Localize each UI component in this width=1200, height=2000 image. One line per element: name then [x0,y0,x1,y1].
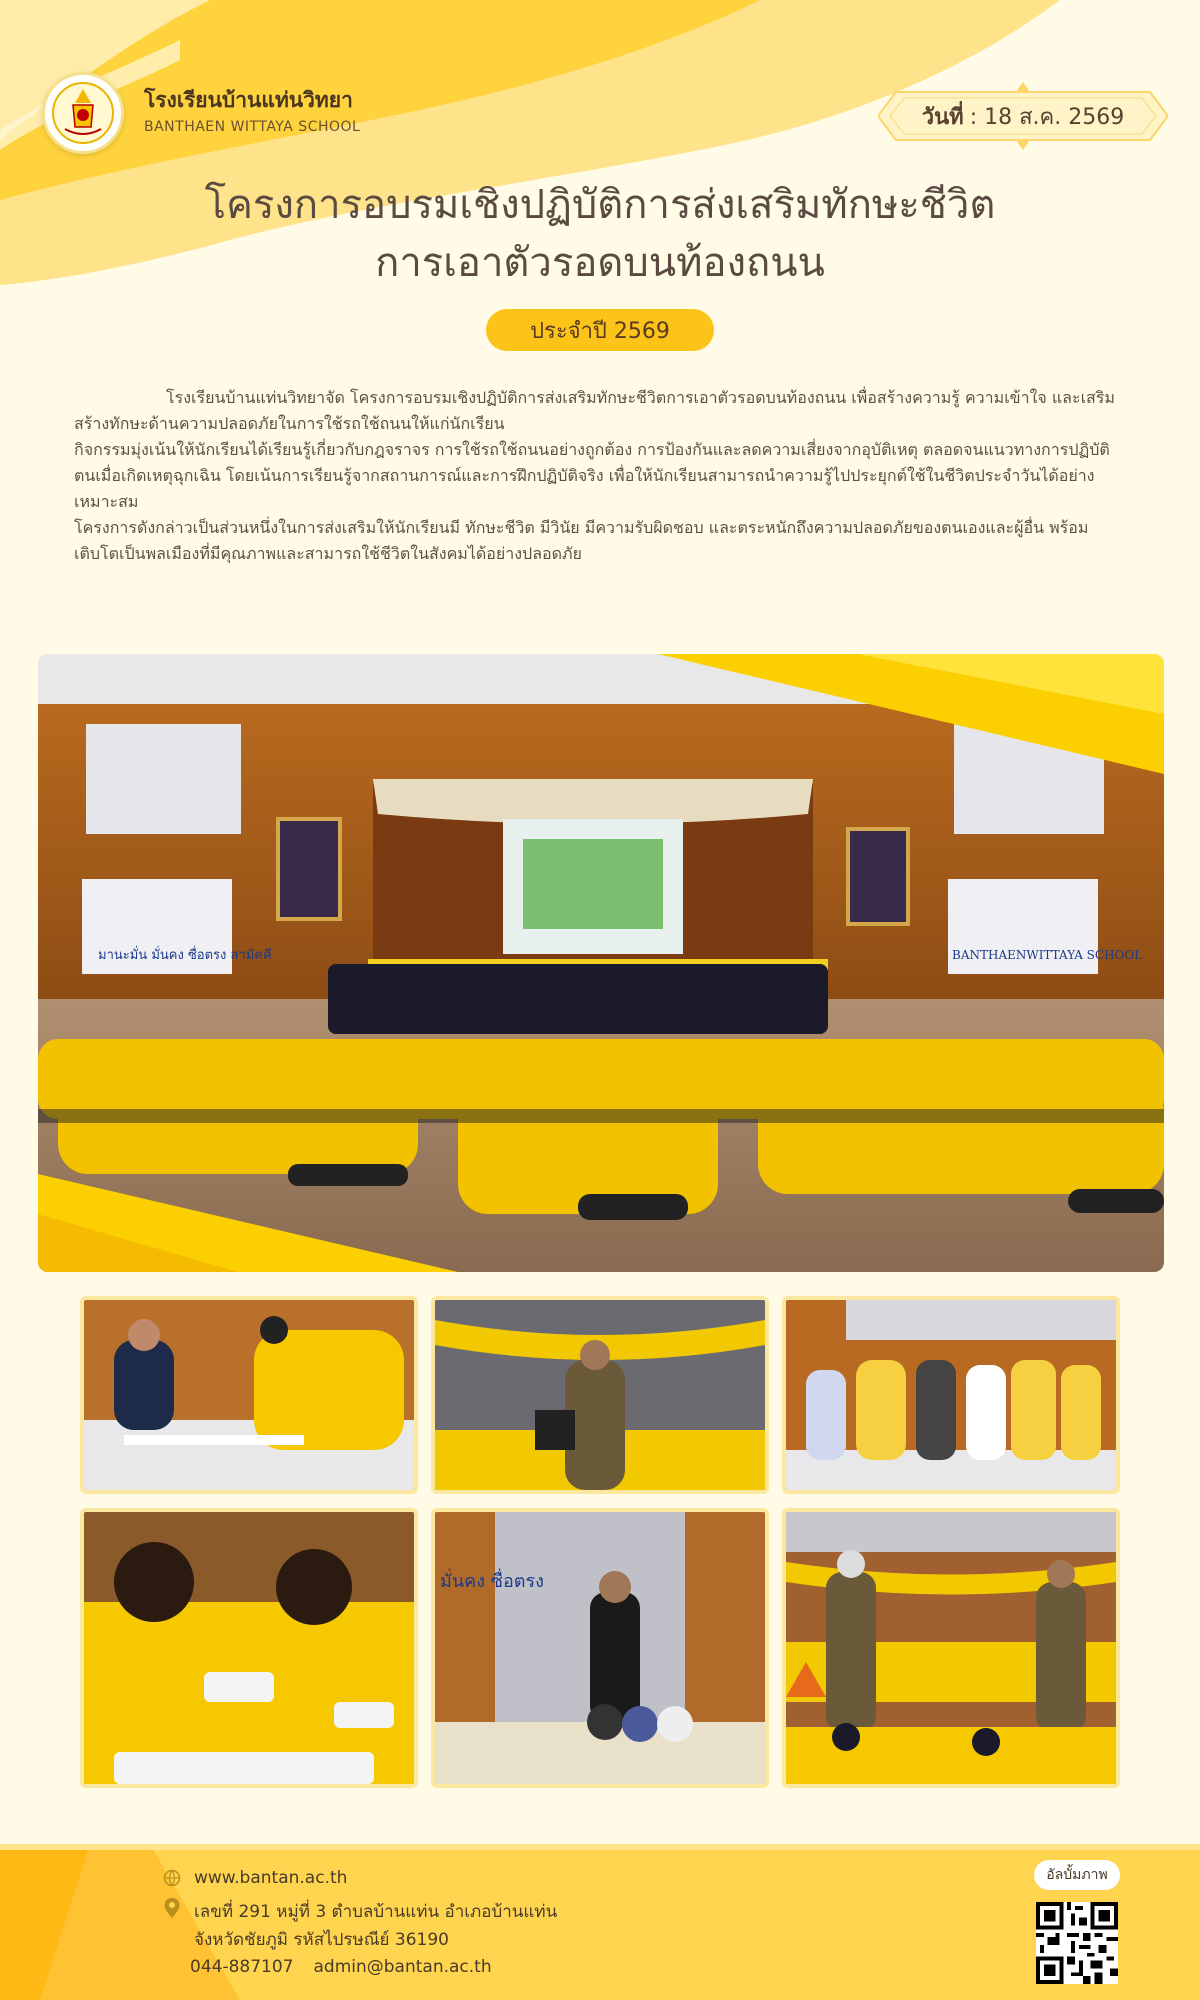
wall-banner-right: BANTHAENWITTAYA SCHOOL [952,948,1143,962]
location-pin-icon [162,1898,182,1918]
footer-address-row [162,1898,557,1954]
photo-thumb-teachers-group [782,1296,1120,1494]
photo-thumb-police-demo [782,1508,1120,1788]
album-qr-code[interactable] [1036,1902,1118,1984]
photo-thumb-registration [80,1296,418,1494]
main-group-photo [38,654,1164,1272]
date-label: วันที่ [921,104,964,130]
globe-icon [162,1868,182,1888]
wall-banner-left: มานะมั่น มั่นคง ซื่อตรง สามัคคี [98,948,272,963]
page-title-line-2: การเอาตัวรอดบนท้องถนน [375,240,825,286]
footer-website[interactable]: www.bantan.ac.th [194,1868,348,1888]
school-name-thai: โรงเรียนบ้านแท่นวิทยา [144,88,353,112]
qr-album-label: อัลบั้มภาพ [1034,1860,1120,1890]
photo-thumb-officer-speaking [431,1296,769,1494]
thumb-wall-banner: มั่นคง ซื่อตรง [440,1571,544,1592]
body-paragraph-3: โครงการดังกล่าวเป็นส่วนหนึ่งในการส่งเสริมให้นักเรียนมี ทักษะชีวิต มีวินัย มีความรับผิดชอบ และตระหนักถึงความปลอดภัยของตนเองและผู้อื่น พร้อมเติบโตเป็นพลเมืองที่มีคุณภาพและสามารถใช้ชีวิตในสังคมได้อย่างปลอดภัย [74,518,1089,563]
school-name-english: BANTHAEN WITTAYA SCHOOL [144,119,361,135]
footer-address-line-2: จังหวัดชัยภูมิ รหัสไปรษณีย์ 36190 [194,1930,449,1950]
photo-thumb-students-lunch [80,1508,418,1788]
year-badge: ประจำปี 2569 [486,309,714,351]
footer-phone[interactable]: 044-887107 [190,1957,294,1977]
footer-contact-row [190,1957,492,1977]
footer-email[interactable]: admin@bantan.ac.th [313,1957,492,1977]
article-body [74,385,1124,567]
photo-thumb-speaker-suit [431,1508,769,1788]
school-logo [42,72,124,154]
date-badge [878,82,1168,150]
body-paragraph-1: โรงเรียนบ้านแท่นวิทยาจัด โครงการอบรมเชิงปฏิบัติการส่งเสริมทักษะชีวิตการเอาตัวรอดบนท้องถนน เพื่อสร้างความรู้ ความเข้าใจ และเสริมสร้างทักษะด้านความปลอดภัยในการใช้รถใช้ถนนให้แก่นักเรียน [74,388,1115,433]
page-title-line-1: โครงการอบรมเชิงปฏิบัติการส่งเสริมทักษะชีวิต [204,182,996,228]
date-value: : 18 ส.ค. 2569 [969,104,1125,130]
body-paragraph-2: กิจกรรมมุ่งเน้นให้นักเรียนได้เรียนรู้เกี่ยวกับกฎจราจร การใช้รถใช้ถนนอย่างถูกต้อง การป้องกันและลดความเสี่ยงจากอุบัติเหตุ ตลอดจนแนวทางการปฏิบัติตนเมื่อเกิดเหตุฉุกเฉิน โดยเน้นการเรียนรู้จากสถานการณ์และการฝึกปฏิบัติจริง เพื่อให้นักเรียนสามารถนำความรู้ไปประยุกต์ใช้ในชีวิตประจำวันได้อย่างเหมาะสม [74,440,1110,511]
footer-website-row[interactable] [162,1868,347,1888]
footer-address-line-1: เลขที่ 291 หมู่ที่ 3 ตำบลบ้านแท่น อำเภอบ้านแท่น [194,1902,558,1922]
